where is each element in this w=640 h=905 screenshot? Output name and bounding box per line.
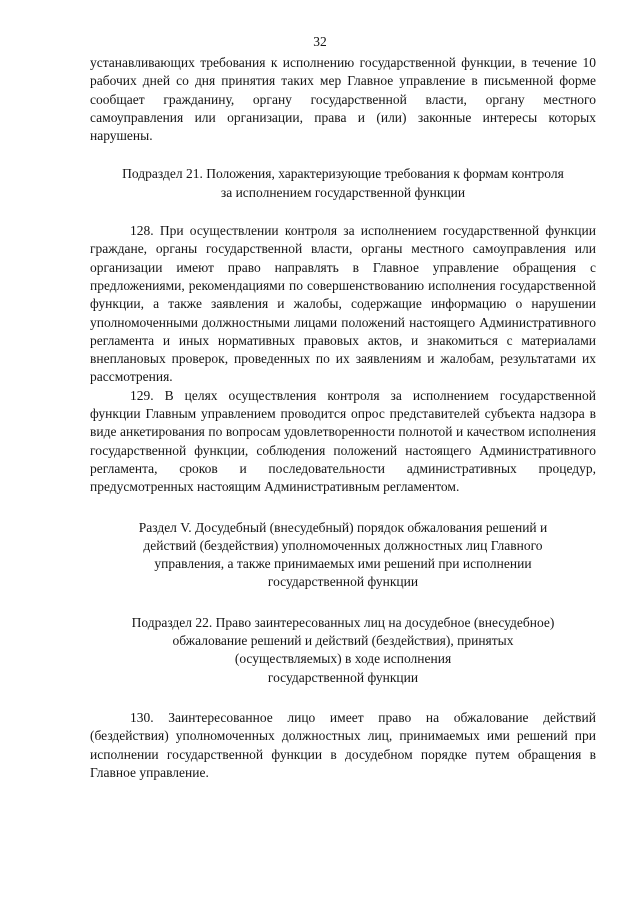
paragraph-129: 129. В целях осуществления контроля за исполнением государственной функции Главным управлением проводится опрос представителей субъекта надзора в виде анкетирования по вопросам удовлетворенности полнотой и качеством исполнения государственной функции, соблюдения положений настоящего Административного регламента, сроков и последовательности административных процедур, предусмотренных настоящим Административным регламентом. <box>90 387 596 495</box>
heading-line: государственной функции <box>267 669 419 685</box>
heading-line: управления, а также принимаемых ими решений при исполнении <box>154 556 532 572</box>
heading-line: действий (бездействия) уполномоченных должностных лиц Главного <box>143 537 543 553</box>
heading-line: за исполнением государственной функции <box>220 184 466 200</box>
subsection-22-heading <box>90 614 596 687</box>
heading-line: обжалование решений и действий (бездействия), принятых <box>172 633 514 649</box>
paragraph-128: 128. При осуществлении контроля за исполнением государственной функции граждане, органы государственной власти, органы местного самоуправления или организации имеют право направлять в Главное управление обращения с предложениями, рекомендациями по совершенствованию исполнения государственной функции, а также заявления и жалобы, содержащие информацию о нарушении уполномоченными должностными лицами положений настоящего Административного регламента и иных нормативных правовых актов, и знакомиться с материалами внеплановых проверок, проведенных по их заявлениям и жалобам, результатами их рассмотрения. <box>90 223 596 385</box>
heading-line: Подраздел 22. Право заинтересованных лиц на досудебное (внесудебное) <box>131 614 555 630</box>
spacer <box>90 592 596 614</box>
section-5-heading <box>90 519 596 592</box>
paragraph-continuation: устанавливающих требования к исполнению государственной функции, в течение 10 рабочих дней со дня принятия таких мер Главное управление в письменной форме сообщает гражданину, органу государственной власти, органу местного самоуправления или организации, права и (или) законные интересы которых нарушены. <box>90 55 596 144</box>
spacer <box>90 687 596 709</box>
document-body <box>90 54 596 782</box>
paragraph-130: 130. Заинтересованное лицо имеет право на обжалование действий (бездействия) уполномоченных должностных лиц, принимаемых ими решений при исполнении государственной функции в досудебном порядке путем обращения в Главное управление. <box>90 709 596 780</box>
heading-line: Раздел V. Досудебный (внесудебный) порядок обжалования решений и <box>138 519 548 535</box>
heading-line: (осуществляемых) в ходе исполнения <box>234 651 452 667</box>
spacer <box>90 497 596 519</box>
spacer <box>90 145 596 165</box>
heading-line: Подраздел 21. Положения, характеризующие требования к формам контроля <box>122 166 564 182</box>
heading-line: государственной функции <box>267 574 419 590</box>
spacer <box>90 202 596 222</box>
subsection-21-heading <box>90 165 596 202</box>
page-number: 32 <box>313 34 327 49</box>
